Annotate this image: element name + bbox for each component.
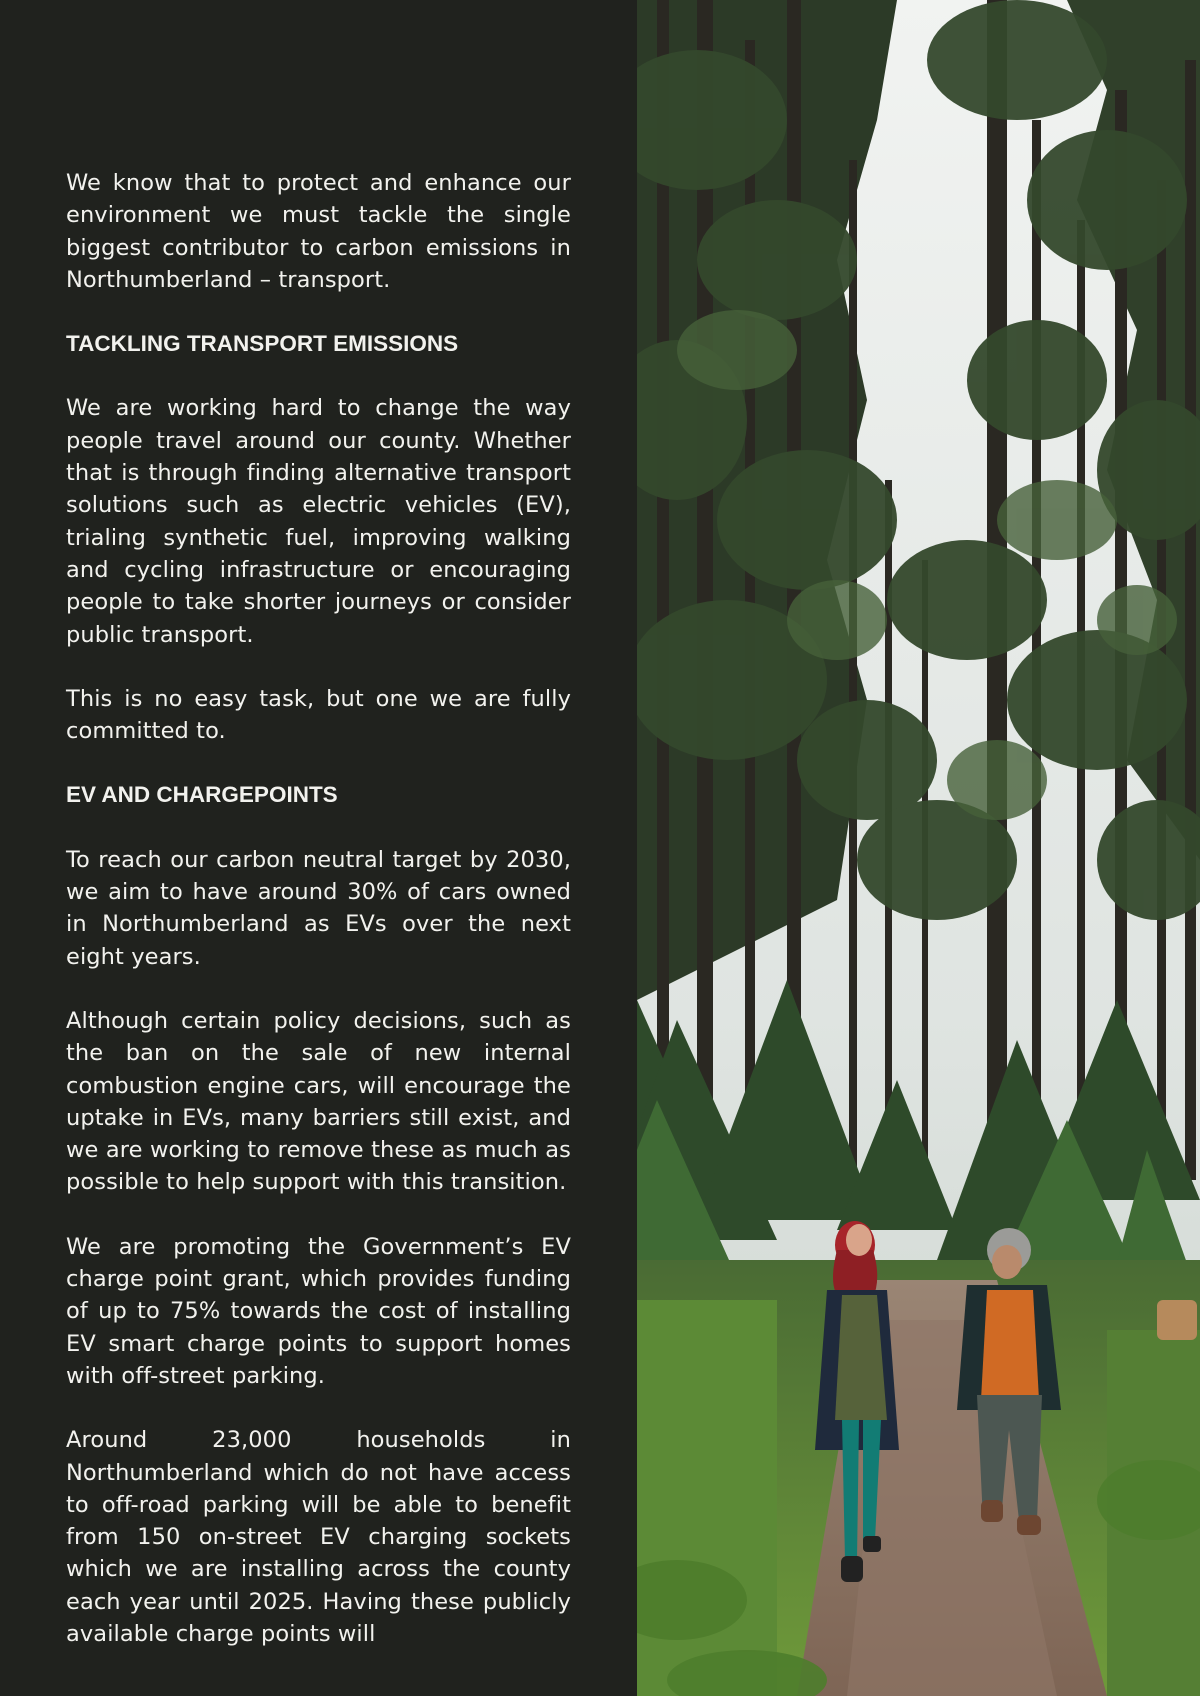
ev-paragraph-1: To reach our carbon neutral target by 2030, we aim to have around 30% of cars owned in Northumberland as EVs over the next eight years. bbox=[66, 846, 571, 970]
forest-illustration bbox=[637, 0, 1200, 1696]
ev-paragraph-4: Around 23,000 households in Northumberland which do not have access to off-road parking will be able to benefit from 150 on-street EV charging sockets which we are installing across the county each year until 2025. Having these publicly available charge points will bbox=[66, 1427, 571, 1647]
ev-paragraph-3: We are promoting the Government’s EV charge point grant, which provides funding of up to 75% towards the cost of installing EV smart charge points to support homes with off-street parking. bbox=[66, 1233, 571, 1389]
article-body bbox=[66, 167, 571, 1682]
transport-paragraph-2: This is no easy task, but one we are fully committed to. bbox=[66, 685, 571, 745]
intro-paragraph: We know that to protect and enhance our environment we must tackle the single biggest contributor to carbon emissions in Northumberland – transport. bbox=[66, 170, 571, 293]
section-heading-transport: TACKLING TRANSPORT EMISSIONS bbox=[66, 331, 459, 357]
ev-paragraph-2: Although certain policy decisions, such as the ban on the sale of new internal combustion engine cars, will encourage the uptake in EVs, many barriers still exist, and we are working to remove these as much as possible to help support with this transition. bbox=[66, 1007, 571, 1196]
transport-paragraph-1: We are working hard to change the way people travel around our county. Whether that is through finding alternative transport solutions such as electric vehicles (EV), trialing synthetic fuel, improving walking and cycling infrastructure or encouraging people to take shorter journeys or consider public transport. bbox=[66, 395, 571, 648]
forest-walk-photo bbox=[637, 0, 1200, 1696]
section-heading-ev: EV AND CHARGEPOINTS bbox=[66, 782, 338, 808]
